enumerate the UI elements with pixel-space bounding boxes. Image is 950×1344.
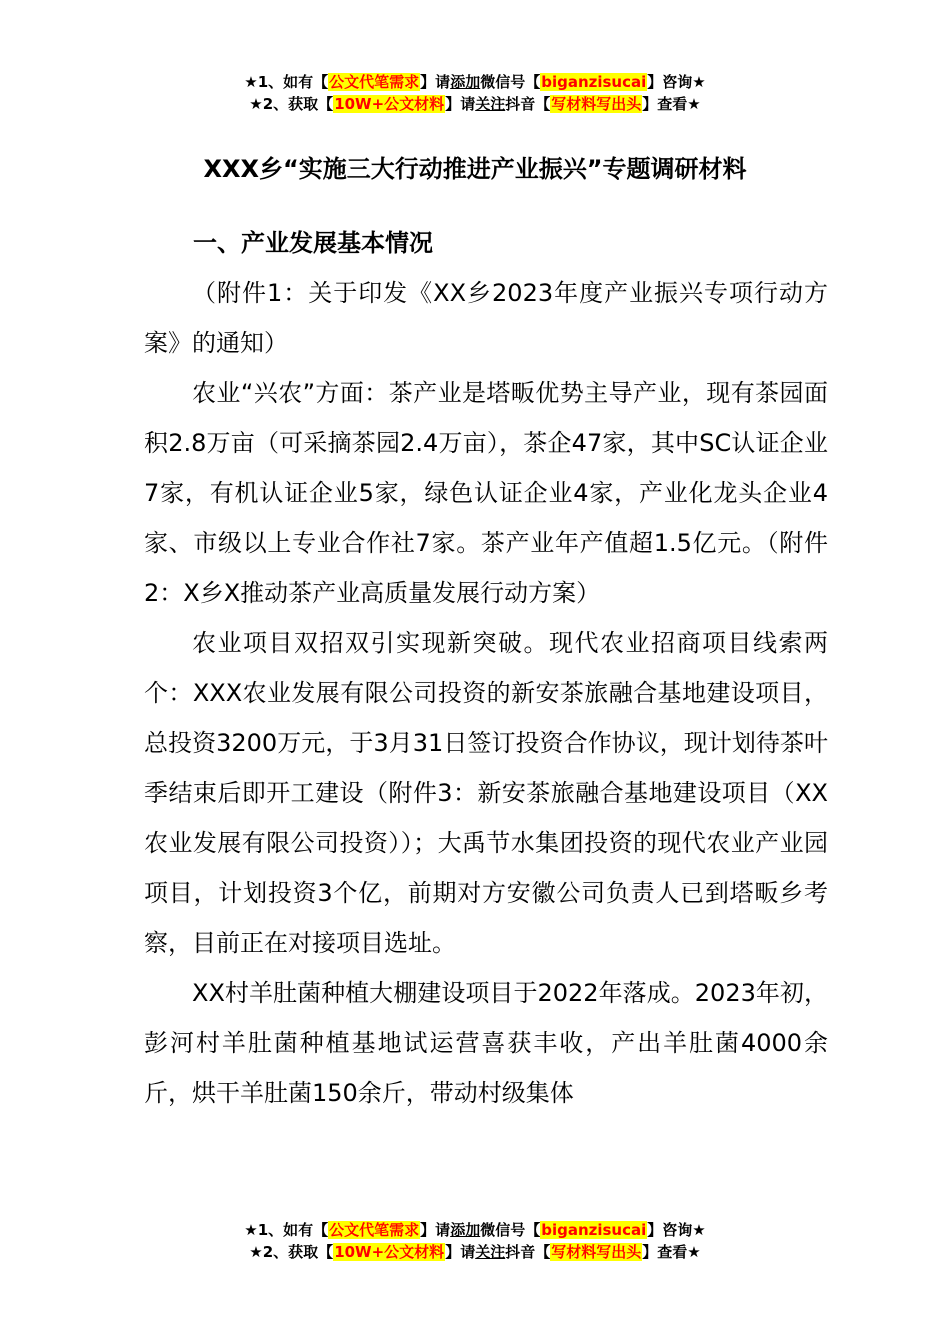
promo-line-1-highlight-1: 公文代笔需求 bbox=[329, 73, 420, 91]
promo-line-1-emphasis: 添加 bbox=[450, 1221, 481, 1239]
document-title: XXX乡“实施三大行动推进产业振兴”专题调研材料 bbox=[203, 155, 747, 183]
bottom-promo-banner bbox=[0, 1219, 950, 1263]
promo-line-2-prefix: ★2、获取【 bbox=[249, 95, 334, 113]
promo-line-2 bbox=[0, 1241, 950, 1263]
promo-line-1-prefix: ★1、如有【 bbox=[244, 1221, 329, 1239]
paragraph-morel-project: XX村羊肚菌种植大棚建设项目于2022年落成。2023年初，彭河村羊肚菌种植基地试运营喜获丰收，产出羊肚菌4000余斤，烘干羊肚菌150余斤，带动村级集体 bbox=[144, 979, 828, 1107]
promo-line-1-mid-2: 微信号【 bbox=[480, 73, 541, 91]
promo-line-1-prefix: ★1、如有【 bbox=[244, 73, 329, 91]
promo-line-2-highlight-2: 写材料写出头 bbox=[551, 1243, 642, 1261]
promo-line-2-highlight-1: 10W+公文材料 bbox=[334, 95, 445, 113]
promo-line-2-emphasis: 关注 bbox=[475, 95, 506, 113]
promo-line-2-mid-1: 】请 bbox=[445, 1243, 476, 1261]
document-body bbox=[144, 268, 828, 1118]
promo-line-1-mid-1: 】请 bbox=[420, 73, 451, 91]
promo-line-2-mid-1: 】请 bbox=[445, 95, 476, 113]
promo-line-2-mid-2: 抖音【 bbox=[505, 95, 551, 113]
promo-line-2-highlight-1: 10W+公文材料 bbox=[334, 1243, 445, 1261]
promo-line-2 bbox=[0, 93, 950, 115]
promo-line-2-suffix: 】查看★ bbox=[642, 1243, 701, 1261]
promo-line-1 bbox=[0, 1219, 950, 1241]
promo-line-1-suffix: 】咨询★ bbox=[647, 1221, 706, 1239]
promo-line-2-emphasis: 关注 bbox=[475, 1243, 506, 1261]
promo-line-1-mid-2: 微信号【 bbox=[480, 1221, 541, 1239]
promo-line-2-suffix: 】查看★ bbox=[642, 95, 701, 113]
section-heading: 一、产业发展基本情况 bbox=[193, 229, 433, 257]
promo-line-2-highlight-2: 写材料写出头 bbox=[551, 95, 642, 113]
paragraph-tea-industry: 农业“兴农”方面：茶产业是塔畈优势主导产业，现有茶园面积2.8万亩（可采摘茶园2.4万亩），茶企47家，其中SC认证企业7家，有机认证企业5家，绿色认证企业4家，产业化龙头企业4家、市级以上专业合作社7家。茶产业年产值超1.5亿元。（附件2：X乡X推动茶产业高质量发展行动方案） bbox=[144, 379, 828, 607]
top-promo-banner bbox=[0, 71, 950, 115]
promo-line-2-prefix: ★2、获取【 bbox=[249, 1243, 334, 1261]
promo-line-1-emphasis: 添加 bbox=[450, 73, 481, 91]
promo-line-1 bbox=[0, 71, 950, 93]
paragraph-investment-projects: 农业项目双招双引实现新突破。现代农业招商项目线索两个：XXX农业发展有限公司投资的新安茶旅融合基地建设项目，总投资3200万元，于3月31日签订投资合作协议，现计划待茶叶季结束后即开工建设（附件3：新安茶旅融合基地建设项目（XX农业发展有限公司投资））；大禹节水集团投资的现代农业产业园项目，计划投资3个亿，前期对方安徽公司负责人已到塔畈乡考察，目前正在对接项目选址。 bbox=[144, 629, 828, 957]
promo-line-1-highlight-2: biganzisucai bbox=[541, 73, 647, 91]
promo-line-2-mid-2: 抖音【 bbox=[505, 1243, 551, 1261]
promo-line-1-highlight-2: biganzisucai bbox=[541, 1221, 647, 1239]
promo-line-1-highlight-1: 公文代笔需求 bbox=[329, 1221, 420, 1239]
promo-line-1-mid-1: 】请 bbox=[420, 1221, 451, 1239]
paragraph-attachment-note: （附件1：关于印发《XX乡2023年度产业振兴专项行动方案》的通知） bbox=[144, 279, 828, 357]
promo-line-1-suffix: 】咨询★ bbox=[647, 73, 706, 91]
